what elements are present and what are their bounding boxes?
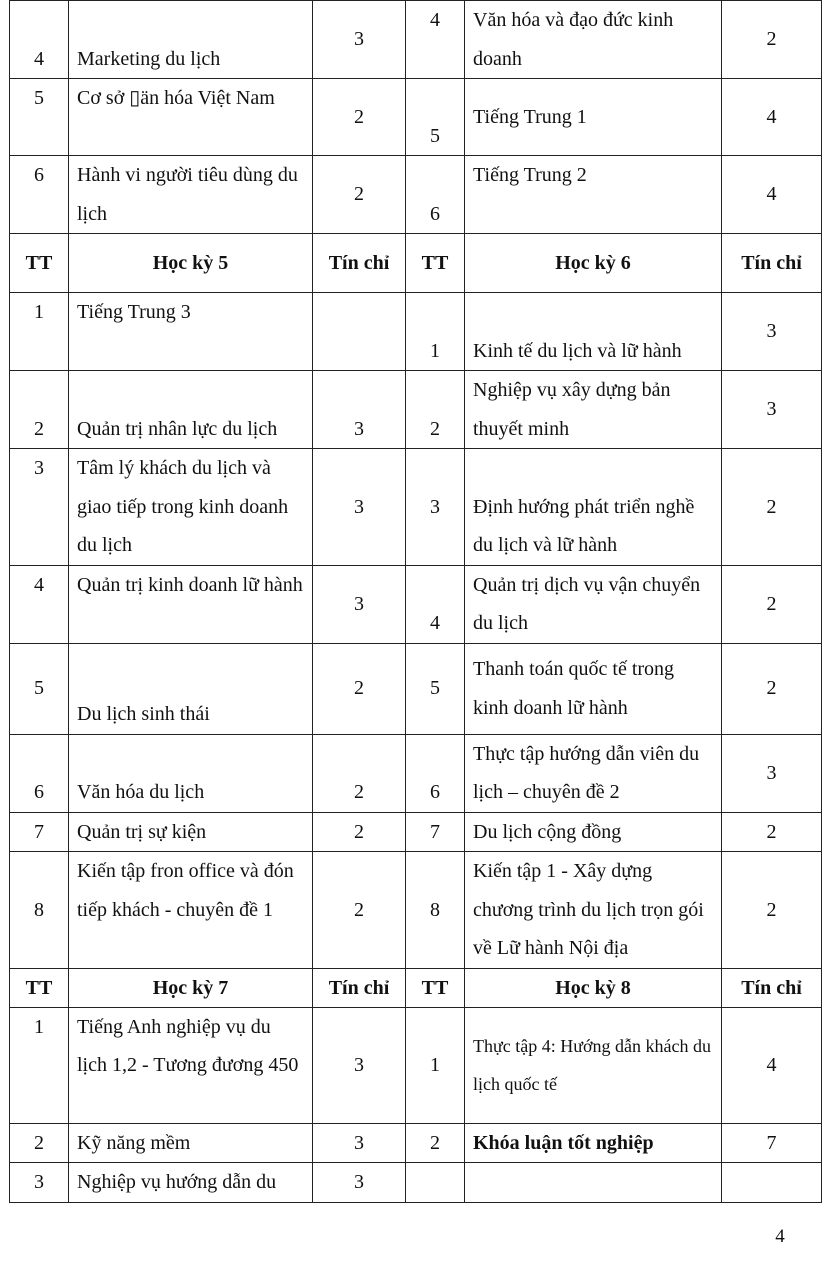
tt-cell: 5 bbox=[406, 643, 465, 734]
table-row bbox=[10, 1163, 822, 1203]
tt-cell: 5 bbox=[10, 643, 69, 734]
course-name-cell: Văn hóa và đạo đức kinh doanh bbox=[465, 1, 722, 79]
tt-cell: 1 bbox=[406, 1007, 465, 1123]
table-row bbox=[10, 643, 822, 734]
credit-cell: 2 bbox=[313, 643, 406, 734]
course-name-cell: Kỹ năng mềm bbox=[69, 1123, 313, 1163]
tt-cell: 2 bbox=[10, 1123, 69, 1163]
semester-5-header: Học kỳ 5 bbox=[69, 234, 313, 293]
tt-header: TT bbox=[10, 234, 69, 293]
tt-cell: 4 bbox=[10, 565, 69, 643]
tt-cell: 6 bbox=[10, 156, 69, 234]
credit-cell: 3 bbox=[313, 1163, 406, 1203]
credit-cell: 4 bbox=[722, 1007, 822, 1123]
course-name-cell: Định hướng phát triển nghề du lịch và lữ hành bbox=[465, 449, 722, 566]
table-row bbox=[10, 852, 822, 969]
credit-cell: 3 bbox=[313, 565, 406, 643]
tt-cell: 4 bbox=[406, 565, 465, 643]
course-name-cell: Cơ sở ▯än hóa Việt Nam bbox=[69, 79, 313, 156]
tt-cell: 3 bbox=[406, 449, 465, 566]
credit-cell: 3 bbox=[313, 1007, 406, 1123]
tt-cell: 6 bbox=[406, 734, 465, 812]
credit-cell bbox=[313, 293, 406, 371]
curriculum-table-wrapper bbox=[9, 0, 821, 1203]
tt-cell: 7 bbox=[406, 812, 465, 852]
course-name-cell: Thực tập hướng dẫn viên du lịch – chuyên đề 2 bbox=[465, 734, 722, 812]
tt-cell: 2 bbox=[406, 1123, 465, 1163]
table-row bbox=[10, 1007, 822, 1123]
tt-cell: 1 bbox=[10, 293, 69, 371]
course-name-cell: Tiếng Anh nghiệp vụ du lịch 1,2 - Tương đương 450 bbox=[69, 1007, 313, 1123]
tt-cell: 2 bbox=[406, 371, 465, 449]
credit-cell: 3 bbox=[722, 734, 822, 812]
credit-cell: 3 bbox=[313, 1, 406, 79]
credit-cell: 2 bbox=[722, 1, 822, 79]
credit-cell: 2 bbox=[722, 643, 822, 734]
course-name-cell: Quản trị kinh doanh lữ hành bbox=[69, 565, 313, 643]
credit-cell bbox=[722, 1163, 822, 1203]
tt-cell: 6 bbox=[406, 156, 465, 234]
credit-cell: 3 bbox=[722, 293, 822, 371]
credit-cell: 4 bbox=[722, 156, 822, 234]
course-name-cell bbox=[465, 1163, 722, 1203]
table-row bbox=[10, 79, 822, 156]
tt-cell: 7 bbox=[10, 812, 69, 852]
semester-header-row bbox=[10, 968, 822, 1007]
course-name-cell: Du lịch sinh thái bbox=[69, 643, 313, 734]
table-row bbox=[10, 565, 822, 643]
semester-8-header: Học kỳ 8 bbox=[465, 968, 722, 1007]
semester-7-header: Học kỳ 7 bbox=[69, 968, 313, 1007]
tt-cell: 4 bbox=[406, 1, 465, 79]
course-name-cell: Marketing du lịch bbox=[69, 1, 313, 79]
table-row bbox=[10, 371, 822, 449]
tt-cell: 6 bbox=[10, 734, 69, 812]
credit-cell: 2 bbox=[313, 79, 406, 156]
tt-cell: 8 bbox=[406, 852, 465, 969]
course-name-cell: Tiếng Trung 3 bbox=[69, 293, 313, 371]
credit-cell: 4 bbox=[722, 79, 822, 156]
tt-header: TT bbox=[406, 234, 465, 293]
credit-header: Tín chỉ bbox=[722, 234, 822, 293]
table-row bbox=[10, 1, 822, 79]
course-name-cell: Khóa luận tốt nghiệp bbox=[465, 1123, 722, 1163]
tt-header: TT bbox=[10, 968, 69, 1007]
tt-cell: 1 bbox=[406, 293, 465, 371]
table-row bbox=[10, 734, 822, 812]
course-name-cell: Kiến tập fron office và đón tiếp khách - chuyên đề 1 bbox=[69, 852, 313, 969]
semester-header-row bbox=[10, 234, 822, 293]
course-name-cell: Tâm lý khách du lịch và giao tiếp trong kinh doanh du lịch bbox=[69, 449, 313, 566]
credit-cell: 3 bbox=[313, 1123, 406, 1163]
tt-cell: 3 bbox=[10, 449, 69, 566]
course-name-cell: Nghiệp vụ hướng dẫn du bbox=[69, 1163, 313, 1203]
course-name-cell: Kinh tế du lịch và lữ hành bbox=[465, 293, 722, 371]
table-row bbox=[10, 812, 822, 852]
credit-cell: 2 bbox=[313, 734, 406, 812]
credit-cell: 7 bbox=[722, 1123, 822, 1163]
credit-cell: 2 bbox=[722, 852, 822, 969]
course-name-cell: Du lịch cộng đồng bbox=[465, 812, 722, 852]
page-number: 4 bbox=[775, 1226, 785, 1247]
credit-cell: 2 bbox=[313, 852, 406, 969]
tt-cell bbox=[406, 1163, 465, 1203]
course-name-cell: Tiếng Trung 2 bbox=[465, 156, 722, 234]
tt-cell: 8 bbox=[10, 852, 69, 969]
tt-cell: 2 bbox=[10, 371, 69, 449]
table-row bbox=[10, 1123, 822, 1163]
tt-cell: 3 bbox=[10, 1163, 69, 1203]
table-row bbox=[10, 156, 822, 234]
course-name-cell: Thực tập 4: Hướng dẫn khách du lịch quốc tế bbox=[465, 1007, 722, 1123]
credit-cell: 3 bbox=[722, 371, 822, 449]
course-name-cell: Tiếng Trung 1 bbox=[465, 79, 722, 156]
credit-header: Tín chỉ bbox=[722, 968, 822, 1007]
curriculum-table bbox=[9, 0, 822, 1203]
credit-cell: 3 bbox=[313, 371, 406, 449]
credit-cell: 2 bbox=[313, 812, 406, 852]
credit-cell: 2 bbox=[722, 812, 822, 852]
credit-cell: 2 bbox=[722, 565, 822, 643]
course-name-cell: Kiến tập 1 - Xây dựng chương trình du lịch trọn gói về Lữ hành Nội địa bbox=[465, 852, 722, 969]
credit-cell: 2 bbox=[722, 449, 822, 566]
tt-header: TT bbox=[406, 968, 465, 1007]
course-name-cell: Quản trị dịch vụ vận chuyển du lịch bbox=[465, 565, 722, 643]
table-row bbox=[10, 293, 822, 371]
course-name-cell: Văn hóa du lịch bbox=[69, 734, 313, 812]
course-name-cell: Hành vi người tiêu dùng du lịch bbox=[69, 156, 313, 234]
table-row bbox=[10, 449, 822, 566]
credit-header: Tín chỉ bbox=[313, 968, 406, 1007]
course-name-cell: Thanh toán quốc tế trong kinh doanh lữ hành bbox=[465, 643, 722, 734]
tt-cell: 5 bbox=[10, 79, 69, 156]
course-name-cell: Quản trị sự kiện bbox=[69, 812, 313, 852]
credit-cell: 3 bbox=[313, 449, 406, 566]
course-name-cell: Quản trị nhân lực du lịch bbox=[69, 371, 313, 449]
tt-cell: 1 bbox=[10, 1007, 69, 1123]
tt-cell: 4 bbox=[10, 1, 69, 79]
semester-6-header: Học kỳ 6 bbox=[465, 234, 722, 293]
credit-header: Tín chỉ bbox=[313, 234, 406, 293]
credit-cell: 2 bbox=[313, 156, 406, 234]
tt-cell: 5 bbox=[406, 79, 465, 156]
course-name-cell: Nghiệp vụ xây dựng bản thuyết minh bbox=[465, 371, 722, 449]
